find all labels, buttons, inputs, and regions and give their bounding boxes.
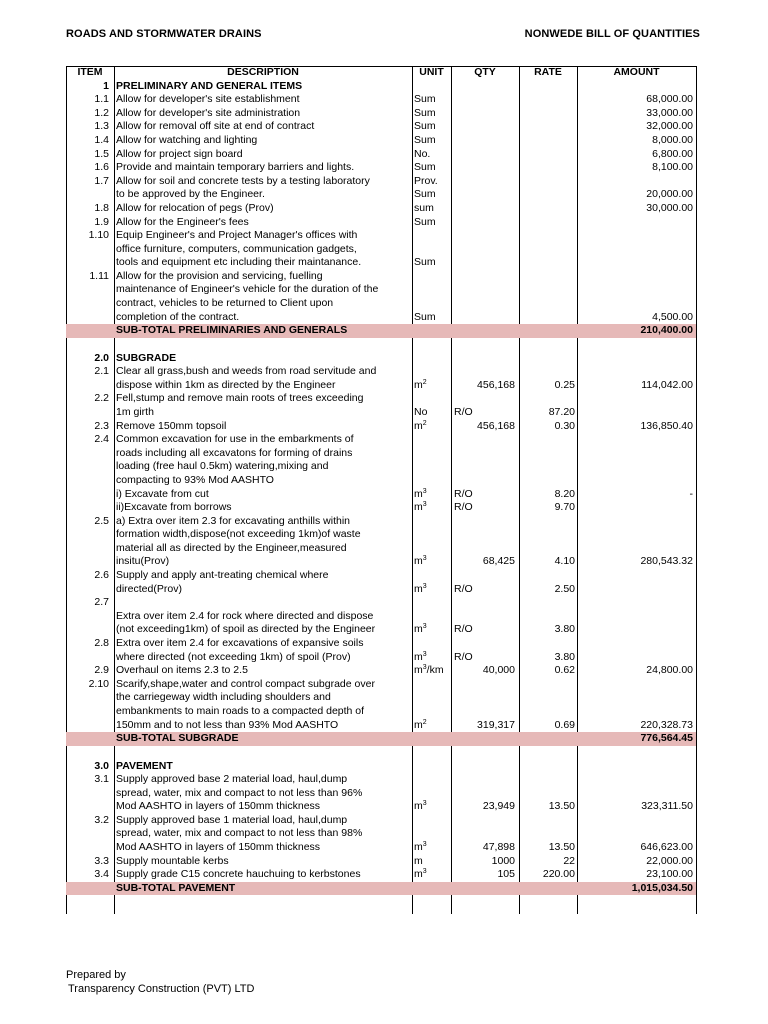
table-row: [66, 107, 696, 121]
amount-cell: 8,000.00: [652, 133, 693, 146]
amount-cell: 1,015,034.50: [631, 881, 693, 894]
description-line: the carriegeway width including shoulders and: [116, 691, 331, 704]
description-line: i) Excavate from cut: [116, 487, 209, 500]
description-line: Allow for relocation of pegs (Prov): [116, 201, 274, 214]
unit-cell: [414, 501, 450, 515]
unit-text: m: [414, 419, 423, 432]
rate-cell: 22: [563, 854, 575, 867]
unit-text: m: [414, 650, 423, 663]
item-number: 1.3: [94, 120, 109, 133]
description-line: spread, water, mix and compact to not less than 98%: [116, 827, 363, 840]
unit-cell: [414, 256, 450, 270]
column-header-unit: UNIT: [419, 66, 444, 78]
item-number: 3.1: [94, 773, 109, 786]
item-number: 1.2: [94, 106, 109, 119]
description-line: maintenance of Engineer's vehicle for the duration of the: [116, 283, 379, 296]
qty-cell: R/O: [454, 582, 473, 595]
description-line: spread, water, mix and compact to not less than 96%: [116, 786, 363, 799]
description-line: Supply approved base 2 material load, haul,dump: [116, 773, 348, 786]
item-number: 3.4: [94, 868, 109, 881]
spacer-row: [66, 746, 696, 760]
amount-cell: 8,100.00: [652, 161, 693, 174]
description-line: Provide and maintain temporary barriers and lights.: [116, 161, 355, 174]
table-row: [66, 392, 696, 419]
description-line: 1m girth: [116, 405, 154, 418]
item-number: 1.11: [89, 269, 109, 282]
table-row: [66, 148, 696, 162]
amount-cell: 280,543.32: [640, 555, 693, 568]
unit-text: No: [414, 405, 428, 418]
rate-cell: 2.50: [554, 582, 575, 595]
unit-cell: [414, 161, 450, 175]
description-line: SUB-TOTAL PRELIMINARIES AND GENERALS: [116, 324, 348, 337]
unit-suffix: /km: [426, 664, 444, 677]
item-number: 1.1: [94, 93, 109, 106]
qty-cell: R/O: [454, 623, 473, 636]
unit-cell: Sum: [414, 188, 436, 201]
item-number: 2.7: [94, 596, 109, 609]
rate-cell: 0.30: [554, 419, 575, 432]
unit-text: sum: [414, 201, 434, 214]
unit-exponent: 3: [422, 841, 427, 849]
unit-cell: [414, 148, 450, 162]
amount-cell: 6,800.00: [652, 147, 693, 160]
item-number: 1.9: [94, 215, 109, 228]
description-line: SUB-TOTAL SUBGRADE: [116, 732, 239, 745]
description-line: Overhaul on items 2.3 to 2.5: [116, 664, 248, 677]
qty-cell: R/O: [454, 501, 473, 514]
qty-cell: R/O: [454, 405, 473, 418]
table-row: [66, 175, 696, 202]
amount-cell: 22,000.00: [646, 854, 693, 867]
description-line: roads including all excavatons for forming of drains: [116, 446, 353, 459]
description-line: Extra over item 2.4 for rock where directed and dispose: [116, 609, 374, 622]
col-border: [696, 66, 697, 914]
unit-exponent: 3: [422, 800, 427, 808]
table-row: [66, 596, 696, 637]
item-number: 2.5: [94, 514, 109, 527]
unit-cell: [414, 800, 450, 814]
table-row: [66, 161, 696, 175]
table-row: [66, 637, 696, 664]
unit-exponent: 3: [422, 650, 427, 658]
item-number: 2.2: [94, 392, 109, 405]
table-row: [66, 270, 696, 324]
unit-exponent: 3: [422, 555, 427, 563]
item-number: 2.8: [94, 637, 109, 650]
unit-cell: [414, 868, 450, 882]
description-line: completion of the contract.: [116, 310, 240, 323]
rate-cell: 0.25: [554, 378, 575, 391]
description-line: Supply approved base 1 material load, haul,dump: [116, 813, 348, 826]
description-line: directed(Prov): [116, 582, 182, 595]
amount-cell: 114,042.00: [641, 378, 693, 391]
item-number: 3.0: [94, 759, 109, 772]
unit-cell: [414, 555, 450, 569]
description-line: a) Extra over item 2.3 for excavating anthills within: [116, 514, 351, 527]
unit-text: m: [414, 718, 423, 731]
qty-cell: 456,168: [477, 419, 515, 432]
unit-text: m: [414, 555, 423, 568]
item-number: 1.8: [94, 201, 109, 214]
description-line: PRELIMINARY AND GENERAL ITEMS: [116, 79, 303, 92]
unit-text: m: [414, 664, 423, 677]
item-number: 1.7: [94, 174, 109, 187]
amount-cell: 30,000.00: [646, 201, 693, 214]
amount-cell: 23,100.00: [646, 868, 693, 881]
rate-cell: 220.00: [542, 868, 575, 881]
description-line: Supply grade C15 concrete hauchuing to kerbstones: [116, 868, 361, 881]
amount-cell: 210,400.00: [640, 324, 693, 337]
qty-cell: 105: [497, 868, 515, 881]
column-header-amount: AMOUNT: [613, 66, 660, 78]
description-line: Supply mountable kerbs: [116, 854, 229, 867]
unit-text: Sum: [414, 120, 436, 133]
rate-cell: 13.50: [548, 841, 575, 854]
description-line: Allow for developer's site administration: [116, 106, 301, 119]
subtotal-row: [66, 732, 696, 746]
description-line: loading (free haul 0.5km) watering,mixing and: [116, 460, 329, 473]
qty-cell: 456,168: [477, 378, 515, 391]
amount-cell: 32,000.00: [646, 120, 693, 133]
qty-cell: 40,000: [482, 664, 515, 677]
rate-cell: 3.80: [554, 623, 575, 636]
table-row: [66, 569, 696, 596]
amount-cell: 136,850.40: [640, 419, 693, 432]
table-row: [66, 93, 696, 107]
unit-text: Sum: [414, 256, 436, 269]
qty-cell: R/O: [454, 487, 473, 500]
rate-cell: 87.20: [548, 405, 575, 418]
amount-cell: 220,328.73: [640, 718, 693, 731]
document-title-left: ROADS AND STORMWATER DRAINS: [66, 28, 262, 40]
description-line: office furniture, computers, communication gadgets,: [116, 242, 357, 255]
qty-cell: 47,898: [482, 841, 515, 854]
unit-cell: [414, 651, 450, 665]
table-row: [66, 760, 696, 774]
table-row: [66, 216, 696, 230]
table-row: [66, 433, 696, 487]
amount-cell: 68,000.00: [646, 93, 693, 106]
unit-cell: [414, 107, 450, 121]
table-row: [66, 352, 696, 366]
description-line: to be approved by the Engineer.: [116, 188, 265, 201]
amount-cell: 646,623.00: [640, 841, 693, 854]
unit-cell: [414, 719, 450, 733]
table-row: [66, 229, 696, 270]
unit-exponent: 2: [422, 419, 427, 427]
unit-exponent: 3: [422, 487, 427, 495]
description-line: Allow for developer's site establishment: [116, 93, 300, 106]
unit-text: m: [414, 501, 423, 514]
prepared-by-label: Prepared by: [66, 969, 126, 981]
description-line: Allow for watching and lighting: [116, 133, 258, 146]
qty-cell: 68,425: [482, 555, 515, 568]
description-line: dispose within 1km as directed by the Engineer: [116, 378, 336, 391]
table-row: [66, 501, 696, 515]
unit-exponent: 2: [422, 378, 427, 386]
item-number: 2.0: [94, 351, 109, 364]
unit-cell: [414, 93, 450, 107]
table-row: [66, 365, 696, 392]
qty-cell: 23,949: [482, 800, 515, 813]
unit-cell: [414, 311, 450, 325]
item-number: 2.10: [88, 677, 109, 690]
unit-text: Sum: [414, 93, 436, 106]
table-row: [66, 202, 696, 216]
unit-cell: [414, 134, 450, 148]
description-line: Clear all grass,bush and weeds from road servitude and: [116, 365, 377, 378]
qty-cell: R/O: [454, 650, 473, 663]
rate-cell: 0.62: [554, 664, 575, 677]
table-row: [66, 120, 696, 134]
unit-cell: [414, 583, 450, 597]
unit-text: Sum: [414, 215, 436, 228]
description-line: Supply and apply ant-treating chemical where: [116, 569, 329, 582]
description-line: Scarify,shape,water and control compact subgrade over: [116, 677, 375, 690]
unit-exponent: 3: [422, 664, 427, 672]
description-line: Mod AASHTO in layers of 150mm thickness: [116, 800, 321, 813]
rate-cell: 9.70: [554, 501, 575, 514]
description-line: Fell,stump and remove main roots of trees exceeding: [116, 392, 364, 405]
item-number: 2.9: [94, 664, 109, 677]
qty-cell: 1000: [491, 854, 515, 867]
table-row: [66, 773, 696, 814]
unit-text: Sum: [414, 161, 436, 174]
rate-cell: 8.20: [554, 487, 575, 500]
table-row: [66, 664, 696, 678]
description-line: ii)Excavate from borrows: [116, 501, 232, 514]
unit-exponent: 3: [422, 623, 427, 631]
description-line: 150mm and to not less than 93% Mod AASHTO: [116, 718, 339, 731]
unit-text: Sum: [414, 133, 436, 146]
description-line: SUB-TOTAL PAVEMENT: [116, 881, 236, 894]
unit-text: m: [414, 868, 423, 881]
unit-exponent: 3: [422, 501, 427, 509]
item-number: 1.10: [88, 229, 109, 242]
unit-cell: [414, 406, 450, 420]
unit-text: Sum: [414, 310, 436, 323]
table-row: [66, 420, 696, 434]
item-number: 1.5: [94, 147, 109, 160]
column-header-rate: RATE: [534, 66, 562, 78]
table-row: [66, 855, 696, 869]
table-row: [66, 868, 696, 882]
unit-cell: [414, 379, 450, 393]
description-line: PAVEMENT: [116, 759, 173, 772]
amount-cell: 33,000.00: [646, 106, 693, 119]
unit-cell: [414, 202, 450, 216]
description-line: Allow for project sign board: [116, 147, 243, 160]
table-row: [66, 515, 696, 569]
subtotal-row: [66, 324, 696, 338]
item-number: 2.6: [94, 569, 109, 582]
unit-text: m: [414, 487, 423, 500]
unit-cell: [414, 855, 450, 869]
table-row: [66, 80, 696, 94]
unit-cell: [414, 664, 450, 678]
item-number: 2.1: [94, 365, 109, 378]
amount-cell: 24,800.00: [646, 664, 693, 677]
footer: [66, 968, 254, 996]
unit-text: No.: [414, 147, 431, 160]
unit-exponent: 3: [422, 868, 427, 876]
item-number: 1: [103, 79, 109, 92]
description-line: embankments to main roads to a compacted depth of: [116, 705, 365, 718]
unit-text: m: [414, 854, 423, 867]
table-row: [66, 134, 696, 148]
unit-text: Sum: [414, 106, 436, 119]
item-number: 1.6: [94, 161, 109, 174]
unit-cell: [414, 488, 450, 502]
unit-text: m: [414, 841, 423, 854]
item-number: 3.2: [94, 813, 109, 826]
description-line: insitu(Prov): [116, 555, 170, 568]
amount-cell: 20,000.00: [646, 188, 693, 201]
document-title-right: NONWEDE BILL OF QUANTITIES: [524, 28, 700, 40]
amount-cell: 323,311.50: [641, 800, 693, 813]
unit-text: m: [414, 378, 423, 391]
unit-cell: [414, 623, 450, 637]
unit-text: Prov.: [414, 174, 438, 187]
description-line: SUBGRADE: [116, 351, 177, 364]
description-line: material all as directed by the Engineer,measured: [116, 541, 347, 554]
column-header-description: DESCRIPTION: [227, 66, 299, 78]
item-number: 3.3: [94, 854, 109, 867]
rate-cell: 0.69: [554, 718, 575, 731]
table-row: [66, 814, 696, 855]
rate-cell: 13.50: [548, 800, 575, 813]
column-header-item: ITEM: [77, 66, 103, 78]
item-number: 2.3: [94, 419, 109, 432]
column-header-qty: QTY: [474, 66, 496, 78]
unit-text: m: [414, 623, 423, 636]
amount-cell: 776,564.45: [640, 732, 693, 745]
amount-cell: 4,500.00: [652, 310, 693, 323]
table-row: [66, 488, 696, 502]
table-row: [66, 678, 696, 732]
unit-text: m: [414, 582, 423, 595]
description-line: tools and equipment etc including their maintanance.: [116, 256, 362, 269]
prepared-by-company: Transparency Construction (PVT) LTD: [68, 983, 255, 995]
unit-text: m: [414, 800, 423, 813]
unit-cell: [414, 120, 450, 134]
description-line: Extra over item 2.4 for excavations of expansive soils: [116, 637, 364, 650]
subtotal-row: [66, 882, 696, 896]
description-line: Allow for the Engineer's fees: [116, 215, 249, 228]
description-line: Allow for removal off site at end of contract: [116, 120, 315, 133]
description-line: Allow for the provision and servicing, fuelling: [116, 269, 323, 282]
description-line: Common excavation for use in the embarkments of: [116, 433, 354, 446]
description-line: where directed (not exceeding 1km) of spoil (Prov): [116, 650, 351, 663]
rate-cell: 4.10: [554, 555, 575, 568]
description-line: (not exceeding1km) of spoil as directed by the Engineer: [116, 623, 376, 636]
unit-cell: [414, 420, 450, 434]
description-line: Remove 150mm topsoil: [116, 419, 227, 432]
rate-cell: 3.80: [554, 650, 575, 663]
unit-exponent: 3: [422, 582, 427, 590]
description-line: contract, vehicles to be returned to Client upon: [116, 297, 334, 310]
spacer-row: [66, 338, 696, 352]
unit-exponent: 2: [422, 718, 427, 726]
unit-cell: [414, 175, 450, 189]
item-number: 2.4: [94, 433, 109, 446]
qty-cell: 319,317: [477, 718, 515, 731]
description-line: compacting to 93% Mod AASHTO: [116, 473, 274, 486]
amount-cell: -: [689, 487, 693, 500]
description-line: Mod AASHTO in layers of 150mm thickness: [116, 841, 321, 854]
description-line: Allow for soil and concrete tests by a testing laboratory: [116, 174, 370, 187]
unit-cell: [414, 216, 450, 230]
unit-cell: [414, 841, 450, 855]
description-line: formation width,dispose(not exceeding 1km)of waste: [116, 528, 361, 541]
description-line: Equip Engineer's and Project Manager's offices with: [116, 229, 358, 242]
item-number: 1.4: [94, 133, 109, 146]
bill-of-quantities-table: [66, 66, 696, 914]
